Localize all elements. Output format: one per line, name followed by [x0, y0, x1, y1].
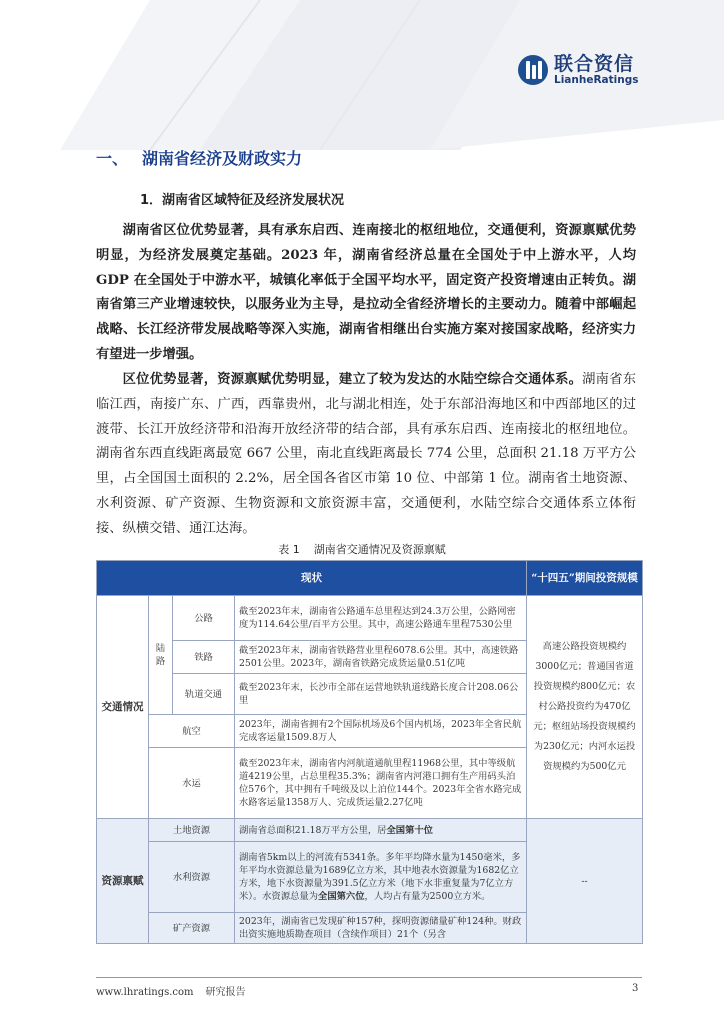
section-title: 湖南省经济及财政实力	[142, 149, 303, 168]
water-resource-text-main: 湖南省5km以上的河流有5341条。多年平均降水量为1450毫米，多年平均水资源总量为1689亿立方米，其中地表水资源量为1682亿立方米，地下水资源量为391.5亿立方米（地下水非重复量为7亿立方米）。水资源总量为	[239, 852, 521, 902]
header-plan: “十四五”期间投资规模	[527, 561, 643, 596]
land-resource-text-main: 湖南省总面积21.18万平方公里，居	[239, 824, 387, 836]
road-text: 截至2023年末，湖南省公路通车总里程达到24.3万公里，公路网密度为114.64公里/百平方公里。其中，高速公路通车里程7530公里	[235, 596, 527, 641]
table-row	[97, 596, 643, 641]
rail-text: 截至2023年末，湖南省铁路营业里程6078.6公里。其中，高速铁路2501公里。2023年，湖南省铁路完成货运量0.51亿吨	[235, 641, 527, 674]
water-resource-text-end: ，人均占有量为2500立方米。	[364, 891, 491, 902]
rail-label: 铁路	[173, 641, 235, 674]
water-transport-label: 水运	[149, 748, 235, 819]
logo-name-en: LianheRatings	[554, 74, 639, 86]
land-subcategory: 陆路	[149, 596, 173, 715]
table-row	[97, 819, 643, 842]
land-resource-rank: 全国第十位	[386, 824, 433, 836]
water-resource-text	[235, 842, 527, 913]
paragraph-body: 湖南省东临江西，南接广东、广西，西靠贵州，北与湖北相连，处于东部沿海地区和中西部地区的过渡带、长江开放经济带和沿海开放经济带的结合部，具有承东启西、连南接北的枢纽地位。湖南省东西直线距离最宽 667 公里，南北直线距离最长 774 公里，总面积 21.18 万平方公里，占全国国土面积的 2.2%，居全国各省区市第 10 位、中部第 1 位。湖南省土地资源、水利资源、矿产资源、生物资源和文旅资源丰富，交通便利，水陆空综合交通体系立体衔接、纵横交错、通江达海。	[96, 372, 637, 536]
footer-divider	[96, 977, 642, 978]
air-text: 2023年，湖南省拥有2个国际机场及6个国内机场，2023年全省民航完成客运量1509.8万人	[235, 715, 527, 748]
company-logo	[518, 54, 638, 86]
water-resource-label: 水利资源	[149, 842, 235, 913]
paragraph-location	[96, 368, 636, 542]
transport-plan: 高速公路投资规模约3000亿元；普通国省道投资规模约800亿元；农村公路投资约为470亿元；枢纽站场投资规模约为230亿元；内河水运投资规模约为500亿元	[527, 596, 643, 819]
mineral-resource-label: 矿产资源	[149, 913, 235, 944]
table-number: 表 1	[278, 543, 300, 556]
table-title: 湖南省交通情况及资源禀赋	[313, 543, 446, 556]
subsection-heading: 1．湖南省区域特征及经济发展状况	[140, 193, 345, 208]
page-number: 3	[632, 983, 639, 994]
water-transport-text: 截至2023年末，湖南省内河航道通航里程11968公里，其中等级航道4219公里，占总里程35.3%；湖南省内河港口拥有生产用码头泊位576个，其中拥有千吨级及以上泊位144个。2023年全省水路完成水路客运量1358万人、完成货运量2.27亿吨	[235, 748, 527, 819]
transport-resources-table	[96, 560, 643, 944]
table-caption	[0, 541, 724, 557]
water-resource-rank: 全国第六位	[318, 891, 365, 902]
mineral-resource-text: 2023年，湖南省已发现矿种157种，探明资源储量矿种124种。财政出资实施地质勘查项目（含续作项目）21个（另含	[235, 913, 527, 944]
road-label: 公路	[173, 596, 235, 641]
table-header-row	[97, 561, 643, 596]
logo-name-cn: 联合资信	[554, 53, 635, 75]
section-heading	[96, 146, 302, 169]
footer-report-label: 研究报告	[205, 987, 246, 998]
section-number: 一、	[96, 149, 129, 168]
footer	[96, 983, 246, 998]
land-resource-text	[235, 819, 527, 842]
land-resource-label: 土地资源	[149, 819, 235, 842]
paragraph-lead: 区位优势显著，资源禀赋优势明显，建立了较为发达的水陆空综合交通体系。	[122, 372, 583, 387]
metro-label: 轨道交通	[173, 674, 235, 715]
metro-text: 截至2023年末，长沙市全部在运营地铁轨道线路长度合计208.06公里	[235, 674, 527, 715]
resources-category: 资源禀赋	[97, 819, 149, 944]
air-label: 航空	[149, 715, 235, 748]
transport-category: 交通情况	[97, 596, 149, 819]
header-status: 现状	[97, 561, 527, 596]
logo-mark-icon	[518, 55, 548, 85]
resources-plan: --	[527, 819, 643, 944]
paragraph-summary: 湖南省区位优势显著，具有承东启西、连南接北的枢纽地位，交通便利，资源禀赋优势明显，为经济发展奠定基础。2023 年，湖南省经济总量在全国处于中上游水平，人均 GDP 在全国处于中游水平，城镇化率低于全国平均水平，固定资产投资增速由正转负。湖南省第三产业增速较快，以服务业为主导，是拉动全省经济增长的主要动力。随着中部崛起战略、长江经济带发展战略等深入实施，湖南省相继出台实施方案对接国家战略，经济实力有望进一步增强。	[96, 223, 636, 362]
footer-site-link[interactable]: www.lhratings.com	[96, 987, 194, 998]
